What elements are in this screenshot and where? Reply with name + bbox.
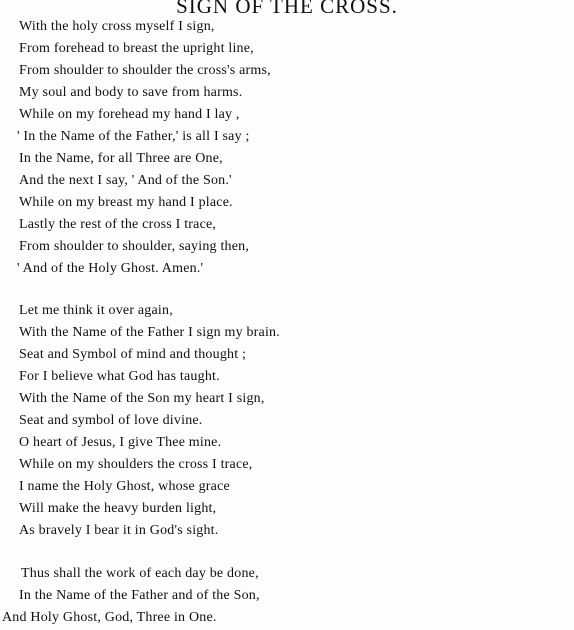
poem-line: In the Name, for all Three are One, [19,151,223,166]
poem-line: Seat and Symbol of mind and thought ; [19,347,247,362]
poem-line: While on my forehead my hand I lay , [19,107,240,122]
poem-line: Thus shall the work of each day be done, [21,566,259,581]
poem-line: As bravely I bear it in God's sight. [19,523,219,538]
poem-line: With the Name of the Son my heart I sign, [19,391,265,406]
poem-line: Will make the heavy burden light, [19,501,217,516]
poem-line: And Holy Ghost, God, Three in One. [2,610,217,625]
poem-title: SIGN OF THE CROSS. [176,0,398,18]
poem-line: For I believe what God has taught. [19,369,220,384]
poem-line: ' In the Name of the Father,' is all I say ; [17,129,250,144]
poem-line: Let me think it over again, [19,303,173,318]
poem-line: I name the Holy Ghost, whose grace [19,479,230,494]
poem-line: From forehead to breast the upright line, [19,41,254,56]
poem-line: With the Name of the Father I sign my brain. [19,325,280,340]
poem-line: In the Name of the Father and of the Son, [19,588,260,603]
poem-line: With the holy cross myself I sign, [19,19,215,34]
poem-line: O heart of Jesus, I give Thee mine. [19,435,222,450]
poem-line: My soul and body to save from harms. [19,85,243,100]
poem-line: While on my shoulders the cross I trace, [19,457,253,472]
poem-line: From shoulder to shoulder the cross's arms, [19,63,271,78]
stanza-2 [0,300,574,542]
poem-line: Lastly the rest of the cross I trace, [19,217,217,232]
stanza-3 [0,563,574,629]
poem-line: While on my breast my hand I place. [19,195,233,210]
poem-line: From shoulder to shoulder, saying then, [19,239,250,254]
stanza-1 [0,16,574,280]
poem-line: ' And of the Holy Ghost. Amen.' [17,261,204,276]
poem-line: And the next I say, ' And of the Son.' [19,173,232,188]
poem-line: Seat and symbol of love divine. [19,413,203,428]
